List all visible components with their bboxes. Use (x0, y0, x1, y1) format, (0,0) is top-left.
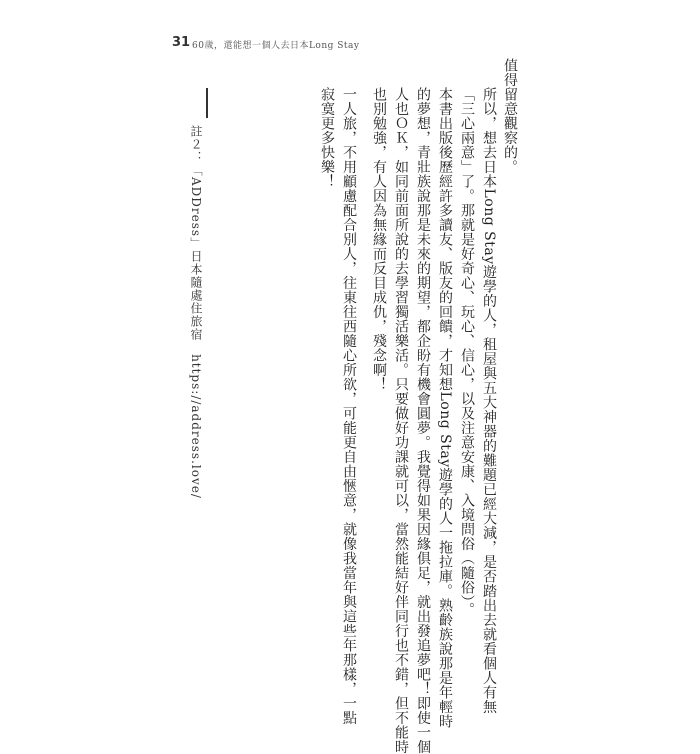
text-column: 「三心兩意」了。那就是好奇心、玩心、信心，以及注意安康、入境問俗（隨俗）。 (459, 87, 475, 617)
footnote: 註２：「ADDress」日本隨處住旅宿 https://address.love/ (189, 125, 203, 499)
footnote-rule (206, 88, 208, 118)
text-column: 人也ＯＫ，如同前面所說的去學習獨活樂活。只要做好功課就可以，當然能結好伴同行也不錯，但不能時 (393, 87, 409, 754)
text-column: 寂寞更多快樂！ (319, 87, 335, 189)
text-column: 本書出版後歷經許多讀友、版友的回饋，才知想Long Stay遊學的人一拖拉庫。熟齡族說那是年輕時 (437, 87, 453, 729)
text-column: 所以，想去日本Long Stay遊學的人，租屋與五大神器的難題已經大減，是否踏出去就看個人有無 (481, 87, 497, 715)
text-column: 值得留意觀察的。 (502, 58, 518, 174)
text-column: 也別勉強，有人因為無緣而反目成仇，殘念啊！ (371, 87, 387, 392)
running-title: 60歲，還能想一個人去日本Long Stay (192, 41, 360, 51)
text-column: 一人旅，不用顧慮配合別人，往東往西隨心所欲，可能更自由愜意，就像我當年與這些年那樣，一點 (341, 87, 357, 725)
page-number: 31 (172, 35, 191, 50)
text-column: 的夢想，青壯族說那是未來的期望，都企盼有機會圓夢。我覺得如果因緣俱足，就出發追夢吧！即使一個 (415, 87, 431, 754)
